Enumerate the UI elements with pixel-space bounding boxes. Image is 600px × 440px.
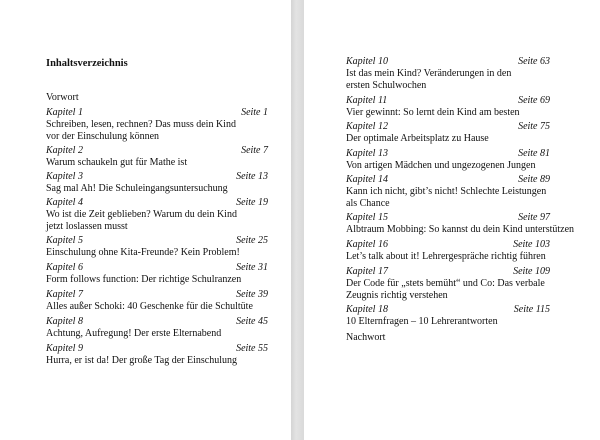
vorwort-label: Vorwort: [46, 92, 79, 103]
toc-entry: [46, 262, 268, 286]
toc-entry: [346, 174, 550, 210]
toc-entry: [46, 343, 268, 367]
nachwort-label: Nachwort: [346, 332, 386, 343]
chapter-label: Kapitel 13: [346, 148, 388, 159]
chapter-label: Kapitel 11: [346, 95, 388, 106]
page-number: Seite 13: [236, 171, 268, 182]
chapter-title-line: Zeugnis richtig verstehen: [346, 290, 448, 301]
toc-entry: [346, 95, 550, 119]
page-number: Seite 1: [241, 107, 268, 118]
toc-entry: [346, 304, 550, 328]
page-number: Seite 63: [518, 56, 550, 67]
chapter-title-line: Achtung, Aufregung! Der erste Elternabend: [46, 328, 222, 339]
chapter-title-line: Sag mal Ah! Die Schuleingangsuntersuchung: [46, 183, 228, 194]
chapter-label: Kapitel 7: [46, 289, 83, 300]
chapter-title-line: 10 Elternfragen – 10 Lehrerantworten: [346, 316, 498, 327]
page-number: Seite 103: [513, 239, 550, 250]
toc-entry: [346, 266, 550, 302]
chapter-label: Kapitel 16: [346, 239, 388, 250]
chapter-title-line: Hurra, er ist da! Der große Tag der Einschulung: [46, 355, 237, 366]
toc-entry: [46, 289, 268, 313]
chapter-label: Kapitel 4: [46, 197, 83, 208]
chapter-label: Kapitel 2: [46, 145, 83, 156]
chapter-label: Kapitel 12: [346, 121, 388, 132]
page-number: Seite 69: [518, 95, 550, 106]
toc-entry: [46, 235, 268, 259]
page-number: Seite 75: [518, 121, 550, 132]
chapter-title-line: Der Code für „stets bemüht“ und Co: Das verbale: [346, 278, 545, 289]
toc-entry: [46, 145, 268, 169]
page-number: Seite 89: [518, 174, 550, 185]
page-number: Seite 115: [513, 304, 550, 315]
chapter-title-line: Von artigen Mädchen und ungezogenen Jungen: [346, 160, 536, 171]
toc-entry: [46, 171, 268, 195]
toc-entry: [46, 107, 268, 143]
page-number: Seite 19: [236, 197, 268, 208]
chapter-title-line: jetzt loslassen musst: [46, 221, 128, 232]
chapter-label: Kapitel 14: [346, 174, 388, 185]
chapter-label: Kapitel 6: [46, 262, 83, 273]
chapter-title-line: vor der Einschulung können: [46, 131, 160, 142]
chapter-label: Kapitel 15: [346, 212, 388, 223]
chapter-title-line: Einschulung ohne Kita-Freunde? Kein Problem!: [46, 247, 240, 258]
chapter-label: Kapitel 8: [46, 316, 83, 327]
toc-entry: [346, 212, 575, 236]
chapter-title-line: ersten Schulwochen: [346, 80, 427, 91]
chapter-title-line: Alles außer Schoki: 40 Geschenke für die Schultüte: [46, 301, 253, 312]
toc-title: Inhaltsverzeichnis: [46, 58, 128, 69]
chapter-title-line: Ist das mein Kind? Veränderungen in den: [346, 68, 512, 79]
chapter-title-line: Wo ist die Zeit geblieben? Warum du dein Kind: [46, 209, 237, 220]
page-number: Seite 25: [236, 235, 268, 246]
toc-entry: [346, 239, 550, 263]
chapter-label: Kapitel 9: [46, 343, 83, 354]
toc-entry: [46, 197, 268, 233]
toc-entry: [346, 121, 550, 145]
page-number: Seite 39: [236, 289, 268, 300]
page-number: Seite 45: [236, 316, 268, 327]
chapter-title-line: Form follows function: Der richtige Schulranzen: [46, 274, 242, 285]
page-number: Seite 55: [236, 343, 268, 354]
chapter-title-line: Albtraum Mobbing: So kannst du dein Kind unterstützen: [346, 224, 575, 235]
chapter-title-line: Vier gewinnt: So lernt dein Kind am besten: [346, 107, 520, 118]
chapter-label: Kapitel 18: [346, 304, 388, 315]
chapter-title-line: als Chance: [346, 198, 390, 209]
chapter-label: Kapitel 10: [346, 56, 388, 67]
page-number: Seite 7: [241, 145, 268, 156]
page-number: Seite 31: [236, 262, 268, 273]
chapter-title-line: Schreiben, lesen, rechnen? Das muss dein Kind: [46, 119, 236, 130]
page-number: Seite 81: [518, 148, 550, 159]
chapter-label: Kapitel 5: [46, 235, 83, 246]
page-number: Seite 97: [518, 212, 550, 223]
chapter-label: Kapitel 1: [46, 107, 83, 118]
chapter-label: Kapitel 17: [346, 266, 388, 277]
left-page: [0, 0, 291, 440]
chapter-title-line: Let’s talk about it! Lehrergespräche richtig führen: [346, 251, 546, 262]
page-gutter: [291, 0, 304, 440]
right-page: [304, 0, 600, 440]
toc-entry: [346, 56, 550, 92]
chapter-title-line: Der optimale Arbeitsplatz zu Hause: [346, 133, 489, 144]
chapter-title-line: Kann ich nicht, gibt’s nicht! Schlechte Leistungen: [346, 186, 547, 197]
toc-entry: [46, 316, 268, 340]
page-number: Seite 109: [513, 266, 550, 277]
chapter-title-line: Warum schaukeln gut für Mathe ist: [46, 157, 188, 168]
toc-entry: [346, 148, 550, 172]
chapter-label: Kapitel 3: [46, 171, 83, 182]
